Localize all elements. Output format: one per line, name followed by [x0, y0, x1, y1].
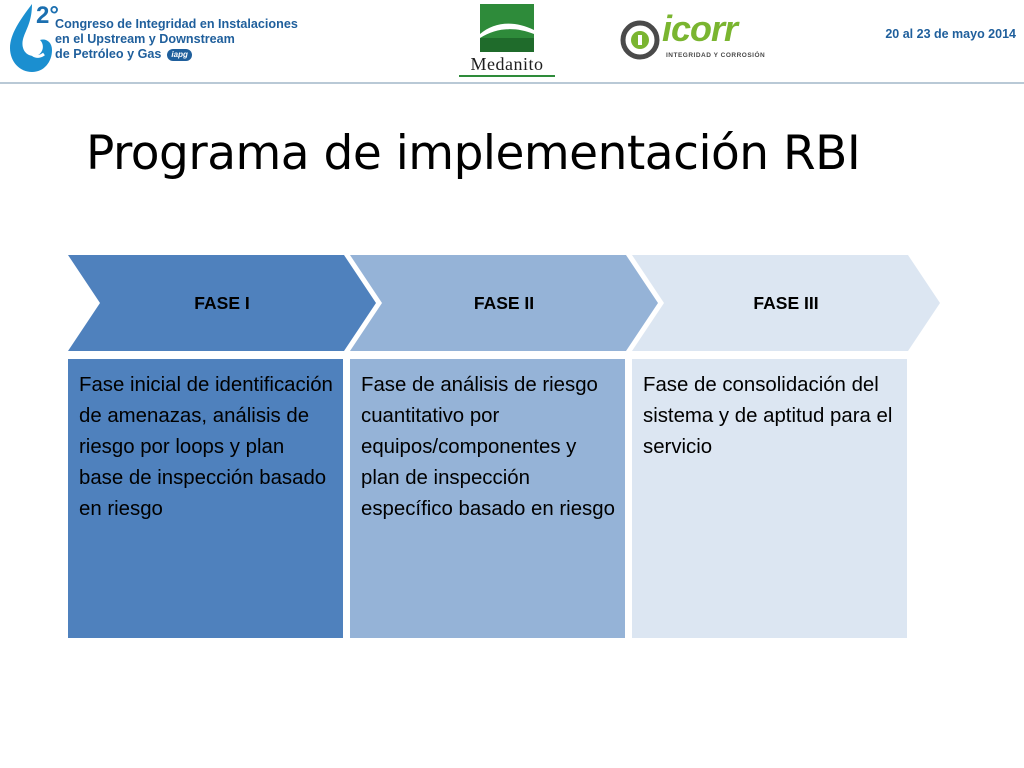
icorr-tagline: INTEGRIDAD Y CORROSIÓN: [666, 52, 766, 59]
page-title: Programa de implementación RBI: [86, 126, 861, 181]
phase-1-chevron: [68, 255, 376, 351]
icorr-wordmark-text: icorr: [662, 8, 738, 49]
phase-3-label: FASE III: [753, 293, 819, 313]
congress-line-1: Congreso de Integridad en Instalaciones: [55, 17, 298, 31]
phase-2-description: Fase de análisis de riesgo cuantitativo por equipos/componentes y plan de inspección específico basado en riesgo: [350, 359, 625, 638]
phase-1-label: FASE I: [194, 293, 250, 313]
congress-line-2: en el Upstream y Downstream: [55, 32, 235, 46]
medanito-wordmark: Medanito: [470, 54, 544, 74]
congress-line-3-text: de Petróleo y Gas: [55, 47, 162, 61]
phase-3-chevron: [632, 255, 940, 351]
phase-1-description: Fase inicial de identificación de amenazas, análisis de riesgo por loops y plan base de inspección basado en riesgo: [68, 359, 343, 638]
iapg-badge: iapg: [167, 49, 191, 61]
phase-2-chevron: [350, 255, 658, 351]
event-date: 20 al 23 de mayo 2014: [885, 27, 1016, 41]
phase-3-description: Fase de consolidación del sistema y de aptitud para el servicio: [632, 359, 907, 638]
congress-number: 2°: [36, 2, 59, 29]
phase-2-label: FASE II: [473, 293, 535, 313]
